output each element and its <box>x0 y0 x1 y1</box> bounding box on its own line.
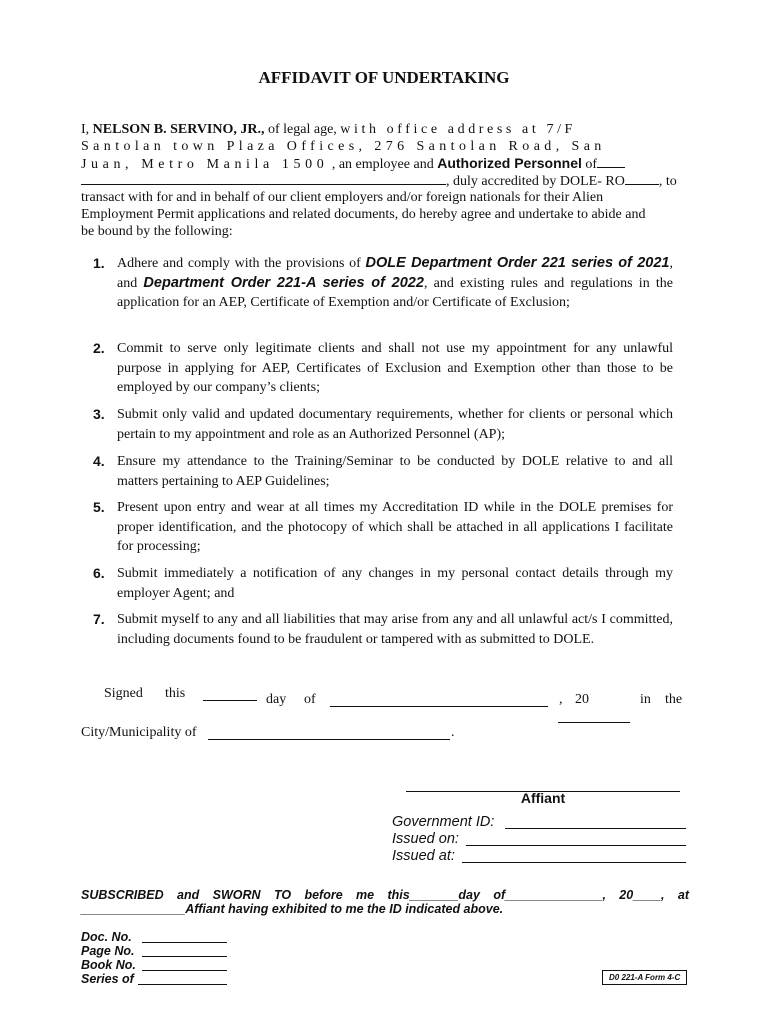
list-item <box>93 405 673 444</box>
doc-no-field[interactable] <box>142 942 227 943</box>
issued-on-label: Issued on: <box>392 831 459 847</box>
item-text: Ensure my attendance to the Training/Seminar to be conducted by DOLE relative to and all matters pertaining to AEP Guidelines; <box>117 454 673 489</box>
page-no-field[interactable] <box>142 956 227 957</box>
company-blank[interactable] <box>597 155 625 168</box>
item-text: Submit myself to any and all liabilities that may arise from any and all unlawful act/s I committed, including documents found to be fraudulent or tampered with as submitted to DOLE. <box>117 612 673 647</box>
in-label: in <box>640 692 651 707</box>
item-number: 2. <box>93 340 105 356</box>
city-label: City/Municipality of <box>81 725 197 740</box>
intro-line-4 <box>81 172 709 190</box>
affiant-name: NELSON B. SERVINO, JR., <box>92 122 265 137</box>
intro-line-2: Santolan town Plaza Offices, 276 Santolan Road, San <box>81 139 606 154</box>
dole-order-221a: Department Order 221-A series of 2022 <box>143 274 424 291</box>
subscribed-line-1: SUBSCRIBED and SWORN TO before me this_______day of______________, 20____, at <box>81 888 689 902</box>
item-number: 7. <box>93 611 105 627</box>
doc-no-label: Doc. No. <box>81 930 132 944</box>
intro-text: I, <box>81 122 93 137</box>
intro-line-6: Employment Permit applications and related documents, do hereby agree and undertake to abide and <box>81 207 646 222</box>
authorized-personnel-label: Authorized Personnel <box>437 155 582 171</box>
dole-order-221: DOLE Department Order 221 series of 2021 <box>365 255 670 271</box>
item-number: 4. <box>93 453 105 469</box>
the-label: the <box>665 692 683 707</box>
page-no-label: Page No. <box>81 944 135 958</box>
series-of-label: Series of <box>81 972 134 986</box>
signed-day-blank[interactable] <box>203 700 257 701</box>
item-number: 6. <box>93 565 105 581</box>
affiant-label: Affiant <box>520 790 566 806</box>
year-prefix: 20 <box>575 692 589 707</box>
intro-line-1 <box>81 121 709 138</box>
intro-line-3 <box>81 155 709 173</box>
document-title: AFFIDAVIT OF UNDERTAKING <box>258 68 510 87</box>
form-code-badge: D0 221-A Form 4-C <box>602 970 687 985</box>
signed-year-blank[interactable] <box>558 722 630 723</box>
issued-at-field[interactable] <box>462 862 686 863</box>
item-number: 5. <box>93 499 105 515</box>
item-text: Adhere and comply with the provisions of DOLE Department Order 221 series of 2021, and Department Order 221-A series of 2022, and existing rules and regulations in the application for an AEP, Certificate of Exemption and/or Certificate of Exclusion; <box>117 255 673 310</box>
government-id-label: Government ID: <box>392 814 495 830</box>
intro-text: of <box>581 157 598 172</box>
this-label: this <box>165 686 186 701</box>
signed-label: Signed <box>104 686 143 701</box>
list-item <box>93 254 673 313</box>
of-label: of <box>304 692 316 707</box>
list-item <box>93 452 673 491</box>
item-number: 3. <box>93 406 105 422</box>
series-of-field[interactable] <box>138 984 227 985</box>
city-period: . <box>451 725 455 740</box>
intro-text: , to <box>658 174 677 189</box>
intro-text: with office address at 7/F <box>340 122 576 137</box>
book-no-label: Book No. <box>81 958 136 972</box>
city-blank[interactable] <box>208 739 450 740</box>
issued-on-field[interactable] <box>466 845 686 846</box>
government-id-field[interactable] <box>505 828 686 829</box>
regional-office-blank[interactable] <box>625 172 659 185</box>
issued-at-label: Issued at: <box>392 848 455 864</box>
list-item <box>93 564 673 603</box>
intro-line-5: transact with for and in behalf of our client employers and/or foreign nationals for their Alien <box>81 190 604 205</box>
list-item <box>93 610 673 649</box>
signed-month-blank[interactable] <box>330 706 548 707</box>
company-name-blank[interactable] <box>81 172 446 185</box>
list-item <box>93 339 673 398</box>
intro-text: , an employee and <box>328 157 438 172</box>
intro-line-7: be bound by the following: <box>81 224 233 239</box>
item-number: 1. <box>93 255 105 271</box>
book-no-field[interactable] <box>142 970 227 971</box>
item-text: Present upon entry and wear at all times my Accreditation ID while in the DOLE premises for proper identification, and the photocopy of which shall be attached in all applications I facilitate for processing; <box>117 500 673 554</box>
intro-text: Juan, Metro Manila 1500 <box>81 157 329 172</box>
subscribed-line-2: _______________Affiant having exhibited to me the ID indicated above. <box>81 902 504 916</box>
comma-label: , <box>559 692 563 707</box>
item-text: Submit immediately a notification of any changes in my personal contact details through my employer Agent; and <box>117 566 673 601</box>
intro-text: , duly accredited by DOLE- RO <box>446 174 625 189</box>
item-text: Commit to serve only legitimate clients and shall not use my appointment for any unlawful purpose in applying for AEP, Certificates of Exclusion and Exemption other than those to be employed by our company’s clients; <box>117 341 673 395</box>
list-item <box>93 498 673 557</box>
intro-text: of legal age, <box>264 122 341 137</box>
item-text: Submit only valid and updated documentary requirements, whether for clients or personal which pertain to my appointment and role as an Authorized Personnel (AP); <box>117 407 673 442</box>
day-label: day <box>266 692 287 707</box>
